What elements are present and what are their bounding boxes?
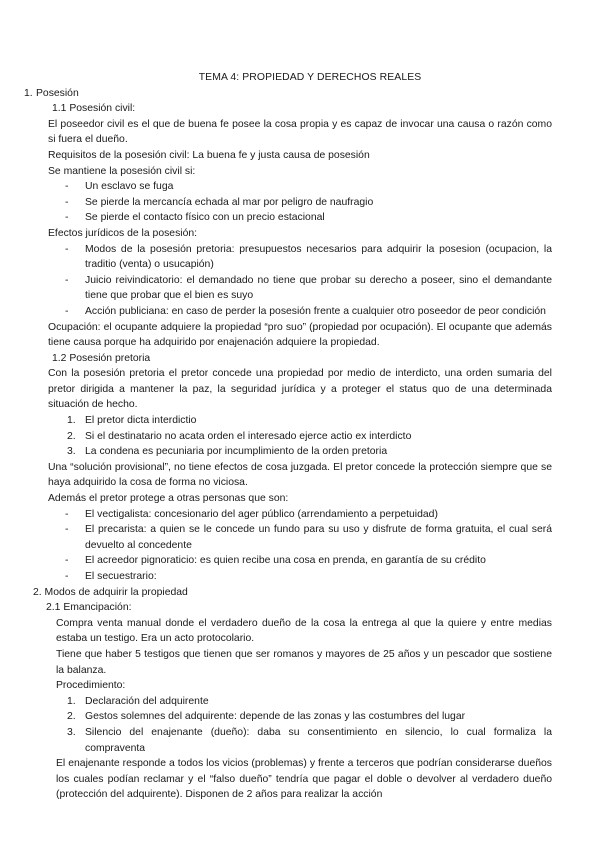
list-marker: - <box>65 196 69 208</box>
list-item <box>65 507 552 523</box>
protected-persons-intro: Además el pretor protege a otras personas que son: <box>48 493 289 505</box>
list-number: 3. <box>67 726 76 738</box>
list-item-text: El precarista: a quien se le concede un fundo para su uso y disfrute de forma gratuita, el cual será devuelto al concedente <box>85 524 552 551</box>
list-item-text: La condena es pecuniaria por incumplimiento de la orden pretoria <box>85 446 388 458</box>
section-1-number: 1. <box>24 87 33 99</box>
list-item-text: Acción publiciana: en caso de perder la posesión frente a cualquier otro poseedor de peor condición <box>85 305 546 317</box>
keep-possession-intro: Se mantiene la posesión civil si: <box>48 165 196 177</box>
list-item-text: Silencio del enajenante (dueño): daba su consentimiento en silencio, lo cual formaliza la compraventa <box>85 726 552 754</box>
protected-persons-list <box>0 507 600 585</box>
list-item <box>67 413 552 429</box>
list-item-text: Se pierde el contacto físico con un precio estacional <box>85 212 325 224</box>
witnesses-paragraph: Tiene que haber 5 testigos que tienen que ser romanos y mayores de 25 años y un pescador que sostiene la balanza. <box>56 648 552 676</box>
occupation-paragraph: Ocupación: el ocupante adquiere la propiedad “pro suo” (propiedad por ocupación). El ocupante que además tiene causa porque ha adquirido por enajenación adquiere la propiedad. <box>48 321 552 349</box>
list-item-text: Juicio reivindicatorio: el demandado no tiene que probar su derecho a poseer, sino el demandante tiene que probar que el bien es suyo <box>85 274 552 302</box>
list-marker: - <box>65 524 69 536</box>
section-2-heading: 2. Modos de adquirir la propiedad <box>33 586 188 598</box>
list-marker: - <box>65 274 69 286</box>
list-item <box>67 694 552 710</box>
list-item-text: El acreedor pignoraticio: es quien recibe una cosa en prenda, en garantía de su crédito <box>85 555 486 567</box>
legal-effects-list <box>0 242 600 320</box>
list-item <box>65 195 552 211</box>
list-number: 1. <box>67 695 76 707</box>
list-item <box>67 709 552 725</box>
document-page <box>0 70 600 803</box>
list-item <box>67 429 552 445</box>
civil-possession-definition: El poseedor civil es el que de buena fe posee la cosa propia y es capaz de invocar una causa o razón como si fuera el dueño. <box>48 118 552 146</box>
procedure-list <box>0 694 600 756</box>
list-item-text: Un esclavo se fuga <box>85 181 174 193</box>
section-1-heading-text: Posesión <box>36 87 79 99</box>
list-item-text: El vectigalista: concesionario del ager público (arrendamiento a perpetuidad) <box>85 508 438 520</box>
interdict-steps-list <box>0 413 600 460</box>
list-marker: - <box>65 555 69 567</box>
list-item <box>65 553 552 569</box>
list-marker: - <box>65 571 69 582</box>
list-marker: - <box>65 305 69 317</box>
section-1-heading <box>24 86 600 102</box>
list-item <box>65 210 552 226</box>
list-item-text: Si el destinatario no acata orden el interesado ejerce actio ex interdicto <box>85 430 412 442</box>
list-item <box>65 242 552 273</box>
emancipation-definition: Compra venta manual donde el verdadero dueño de la cosa la entrega al que la quiere y entre medias estaba un testigo. Era un acto protocolario. <box>56 617 552 645</box>
list-marker: - <box>65 181 69 193</box>
list-marker: - <box>65 243 69 255</box>
provisional-solution-paragraph: Una “solución provisional”, no tiene efectos de cosa juzgada. El pretor concede la protección siempre que se haya adquirido la cosa de forma no viciosa. <box>48 461 552 489</box>
list-number: 3. <box>67 446 76 458</box>
list-marker: - <box>65 212 69 224</box>
document-title: TEMA 4: PROPIEDAD Y DERECHOS REALES <box>198 72 422 83</box>
subsection-2-1-heading: 2.1 Emancipación: <box>46 602 132 614</box>
list-item-text: Se pierde la mercancía echada al mar por peligro de naufragio <box>85 196 374 208</box>
subsection-1-2-heading: 1.2 Posesión pretoria <box>52 352 151 364</box>
list-item <box>65 569 552 585</box>
legal-effects-intro: Efectos jurídicos de la posesión: <box>48 227 198 239</box>
list-number: 2. <box>67 430 76 442</box>
list-item <box>65 304 552 320</box>
praetorian-possession-definition: Con la posesión pretoria el pretor concede una propiedad por medio de interdicto, una orden sumaria del pretor dirigida a mantener la paz, la seguridad jurídica y a proteger el status quo de una determinada situación de hecho. <box>48 368 552 411</box>
list-item-text: Gestos solemnes del adquirente: depende de las zonas y las costumbres del lugar <box>85 711 466 723</box>
list-item <box>67 444 552 460</box>
list-item <box>65 273 552 304</box>
civil-possession-requirements: Requisitos de la posesión civil: La buena fe y justa causa de posesión <box>48 149 370 161</box>
subsection-1-1-heading: 1.1 Posesión civil: <box>52 103 136 115</box>
seller-liability-paragraph: El enajenante responde a todos los vicios (problemas) y frente a terceros que podrían considerarse dueños los cuales podían reclamar y el “falso dueño” tendría que pagar el doble o devolver al verdadero dueño (protección del adquirente). Disponen de 2 años para realizar la acción <box>56 758 552 801</box>
list-item-text: Modos de la posesión pretoria: presupuestos necesarios para adquirir la posesion (ocupacion, la traditio (venta) o usucapión) <box>85 243 552 271</box>
list-item <box>65 179 552 195</box>
list-item <box>65 522 552 553</box>
list-number: 2. <box>67 711 76 723</box>
list-marker: - <box>65 508 69 520</box>
list-item-text: Declaración del adquirente <box>85 695 209 707</box>
procedure-intro: Procedimiento: <box>56 680 126 692</box>
list-item-text: El secuestrario: <box>85 571 157 582</box>
list-item <box>67 725 552 756</box>
list-number: 1. <box>67 415 76 427</box>
keep-possession-list <box>0 179 600 226</box>
list-item-text: El pretor dicta interdictio <box>85 415 197 427</box>
